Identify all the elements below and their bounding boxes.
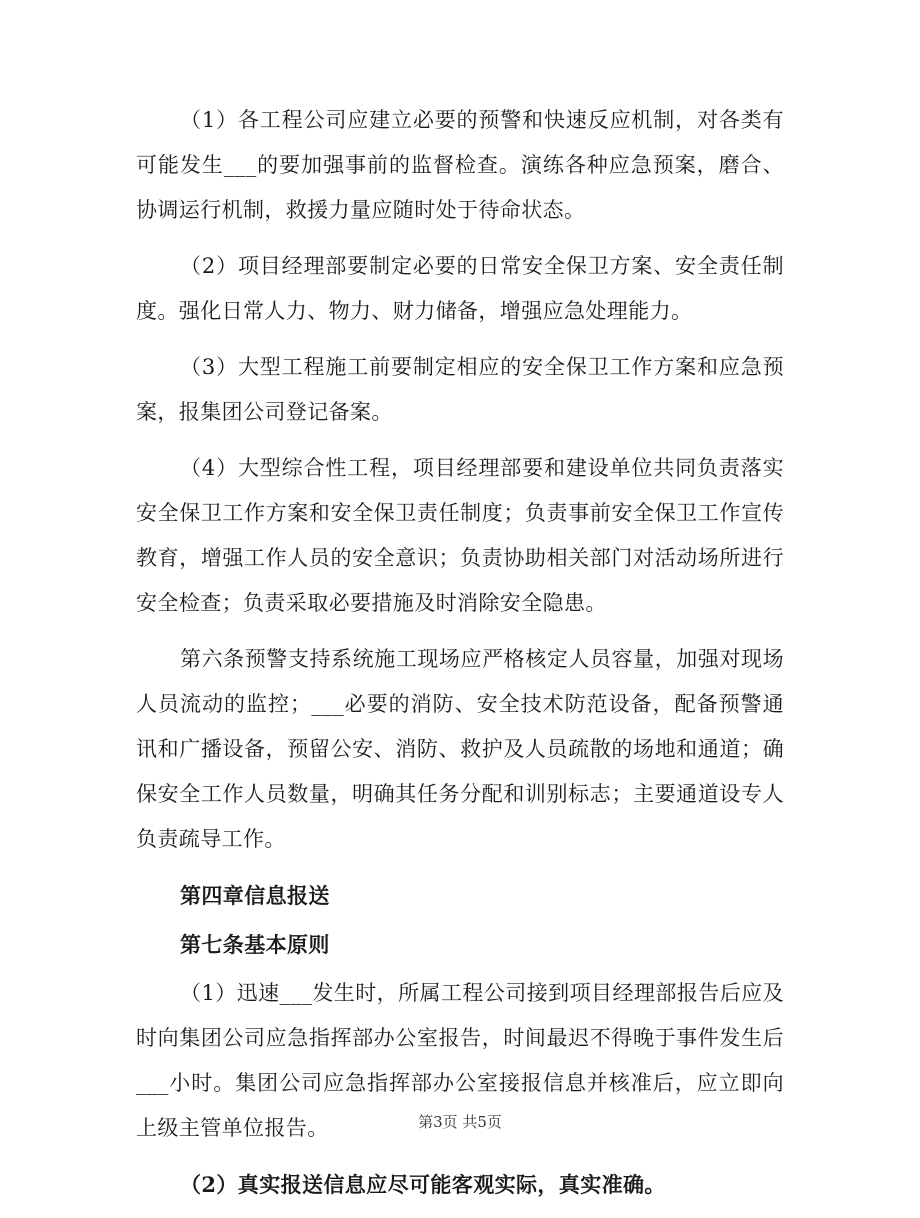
paragraph-warning-mechanism: （1）各工程公司应建立必要的预警和快速反应机制，对各类有可能发生___的要加强事前的监督检查。演练各种应急预案，磨合、协调运行机制，救援力量应随时处于待命状态。 — [136, 108, 784, 222]
chapter-heading: 第四章信息报送 — [180, 883, 330, 908]
paragraph-project-department: （2）项目经理部要制定必要的日常安全保卫方案、安全责任制度。强化日常人力、物力、财力储备，增强应急处理能力。 — [136, 254, 784, 323]
paragraph-large-project: （3）大型工程施工前要制定相应的安全保卫工作方案和应急预案，报集团公司登记备案。 — [136, 355, 784, 424]
document-body — [136, 98, 784, 1218]
paragraph-speed: （1）迅速___发生时，所属工程公司接到项目经理部报告后应及时向集团公司应急指挥部办公室报告，时间最迟不得晚于事件发生后___小时。集团公司应急指挥部办公室接报信息并核准后，应立即向上级主管单位报告。 — [136, 981, 784, 1140]
paragraph-comprehensive-project: （4）大型综合性工程，项目经理部要和建设单位共同负责落实安全保卫工作方案和安全保卫责任制度；负责事前安全保卫工作宣传教育，增强工作人员的安全意识；负责协助相关部门对活动场所进行安全检查；负责采取必要措施及时消除安全隐患。 — [136, 456, 784, 615]
paragraph-article-six: 第六条预警支持系统施工现场应严格核定人员容量，加强对现场人员流动的监控；___必要的消防、安全技术防范设备，配备预警通讯和广播设备，预留公安、消防、救护及人员疏散的场地和通道；确保安全工作人员数量，明确其任务分配和训别标志；主要通道设专人负责疏导工作。 — [136, 647, 784, 851]
article-heading: 第七条基本原则 — [180, 932, 330, 957]
paragraph-truth: （2）真实报送信息应尽可能客观实际，真实准确。 — [180, 1172, 666, 1197]
page-number: 第3页 共5页 — [418, 1113, 502, 1131]
